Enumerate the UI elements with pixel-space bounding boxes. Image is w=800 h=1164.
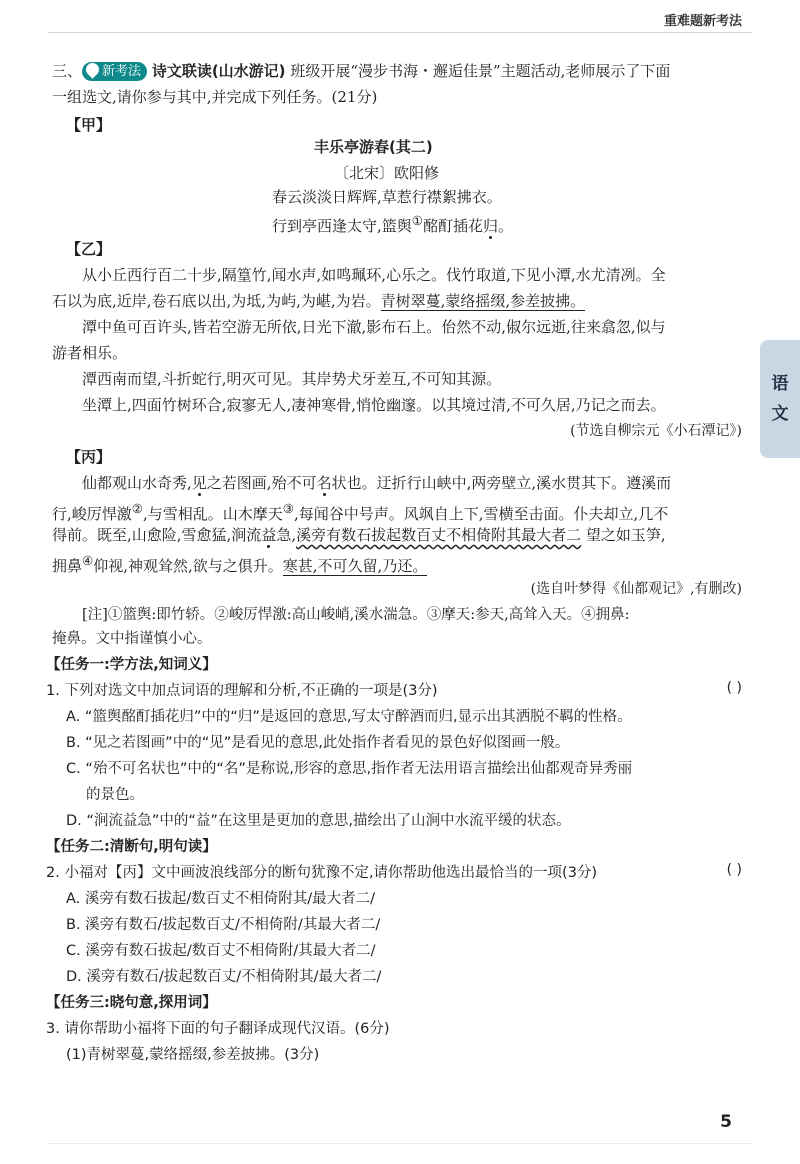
note-marker: ③ [282,501,294,516]
header-title: 重难题新考法 [663,14,742,29]
q2-option-b[interactable]: B. 溪旁有数石/拔起数百丈/不相倚附/其最大者二/ [66,917,381,933]
badge-label: 新考法 [102,64,142,79]
new-method-badge [82,62,147,81]
poem-line-2-c: 。 [498,217,514,235]
section-intro-2: 一组选文,请你参与其中,并完成下列任务。(21分) [52,88,378,106]
bing-l3-c: 望之如玉笋, [581,526,666,544]
jia-label: 【甲】 [66,116,112,134]
note-marker: ① [411,213,423,228]
task1-heading: 【任务一:学方法,知词义】 [46,657,217,673]
yi-p1-l2 [52,290,585,312]
dotted-word: 益 [261,526,277,544]
question-1: 1. 下列对选文中加点词语的理解和分析,不正确的一项是(3分) [46,683,438,699]
section-heading [52,60,670,82]
section-intro-1: 班级开展“漫步书海・邂逅佳景”主题活动,老师展示了下面 [290,62,671,80]
yi-p1-l2-text: 石以为底,近岸,卷石底以出,为坻,为屿,为嵁,为岩。 [52,292,381,310]
bing-source: (选自叶梦得《仙都观记》,有删改) [530,581,742,597]
bing-l1 [82,472,671,494]
yi-source: (节选自柳宗元《小石潭记》) [570,423,742,439]
page-number: 5 [720,1112,732,1132]
dotted-word: 名 [316,474,332,492]
q2-option-c[interactable]: C. 溪旁有数石拔起/数百丈不相倚附/其最大者二/ [66,943,376,959]
q2-option-d[interactable]: D. 溪旁有数石/拔起数百丈/不相倚附其/最大者二/ [66,969,382,985]
task2-heading: 【任务二:清断句,明句读】 [46,839,217,855]
bing-l3-a: 得前。既至,山愈险,雪愈猛,涧流 [52,526,262,544]
bing-l3 [52,524,666,546]
q1-option-c[interactable]: C. “殆不可名状也”中的“名”是称说,形容的意思,指作者无法用语言描绘出仙都观奇异秀丽 [66,761,633,777]
question-2: 2. 小福对【丙】文中画波浪线部分的断句犹豫不定,请你帮助他选出最恰当的一项(3分) [46,865,598,881]
header-rule [48,32,752,33]
poem-author: 〔北宋〕欧阳修 [334,164,440,182]
q2-answer-slot[interactable]: ( ) [726,862,742,878]
dotted-word: 归 [483,217,499,235]
question-3: 3. 请你帮助小福将下面的句子翻译成现代汉语。(6分) [46,1021,390,1037]
bing-label: 【丙】 [66,448,112,466]
yi-p2-l2: 游者相乐。 [52,344,128,362]
question-3-part-1: (1)青树翠蔓,蒙络摇缀,参差披拂。(3分) [66,1047,320,1063]
underlined-sentence: 青树翠蔓,蒙络摇缀,参差披拂。 [380,292,586,310]
bing-l3-b: 急, [276,526,297,544]
poem-line-2 [272,210,513,237]
bing-l1-a: 仙都观山水奇秀, [82,474,192,492]
bing-l1-b: 之若图画,殆不可 [206,474,317,492]
section-title: 诗文联读(山水游记) [151,62,286,80]
q1-answer-slot[interactable]: ( ) [726,680,742,696]
poem-line-2-b: 酩酊插花 [423,217,484,235]
yi-label: 【乙】 [66,240,112,258]
q1-option-b[interactable]: B. “见之若图画”中的“见”是看见的意思,此处指作者看见的景色好似图画一般。 [66,735,570,751]
subject-tab-char2: 文 [771,404,789,424]
notes-line-1: [注]①篮舆:即竹轿。②峻厉悍激:高山峻峭,溪水湍急。③摩天:参天,高耸入天。④拥鼻: [82,607,630,623]
subject-tab-char1: 语 [771,374,789,394]
q1-option-d[interactable]: D. “涧流益急”中的“益”在这里是更加的意思,描绘出了山涧中水流平缓的状态。 [66,813,571,829]
bing-l4-b: 仰视,神观耸然,欲与之俱升。 [93,557,283,575]
notes-line-2: 掩鼻。文中指谨慎小心。 [52,631,212,647]
bing-l2-b: ,与雪相乱。山木摩天 [143,505,283,523]
yi-p3: 潭西南而望,斗折蛇行,明灭可见。其岸势犬牙差互,不可知其源。 [82,370,502,388]
yi-p1-l1: 从小丘西行百二十步,隔篁竹,闻水声,如鸣珮环,心乐之。伐竹取道,下见小潭,水尤清冽。全 [82,266,666,284]
bing-l4-a: 拥鼻 [52,557,83,575]
section-number: 三、 [52,62,83,80]
bing-l2-a: 行,峻厉悍激 [52,505,132,523]
pin-icon [83,60,101,78]
bing-l2-c: ,每闻谷中号声。风飒自上下,雪横至击面。仆夫却立,几不 [294,505,669,523]
bing-l2 [52,498,668,525]
q2-option-a[interactable]: A. 溪旁有数石拔起/数百丈不相倚附其/最大者二/ [66,891,376,907]
task3-heading: 【任务三:晓句意,探用词】 [46,995,217,1011]
wavy-underlined-sentence: 溪旁有数石拔起数百丈不相倚附其最大者二 [296,526,582,544]
bing-l4 [52,550,427,577]
note-marker: ④ [82,553,94,568]
poem-line-2-a: 行到亭西逢太守,篮舆 [272,217,412,235]
footer-rule [48,1143,752,1144]
yi-p2-l1: 潭中鱼可百许头,皆若空游无所依,日光下澈,影布石上。佁然不动,俶尔远逝,往来翕忽,似与 [82,318,666,336]
underlined-sentence: 寒甚,不可久留,乃还。 [282,557,428,575]
note-marker: ② [131,501,143,516]
poem-line-1: 春云淡淡日辉辉,草惹行襟絮拂衣。 [272,188,502,206]
q1-option-a[interactable]: A. “篮舆酩酊插花归”中的“归”是返回的意思,写太守醉酒而归,显示出其洒脱不羁的性格。 [66,709,632,725]
dotted-word: 见 [191,474,207,492]
bing-l1-c: 状也。迂折行山峡中,两旁壁立,溪水贯其下。遵溪而 [331,474,672,492]
q1-option-c-cont: 的景色。 [86,787,144,803]
subject-tab[interactable] [760,340,800,458]
yi-p4: 坐潭上,四面竹树环合,寂寥无人,凄神寒骨,悄怆幽邃。以其境过清,不可久居,乃记之而去。 [82,396,666,414]
poem-title: 丰乐亭游春(其二) [314,138,433,156]
